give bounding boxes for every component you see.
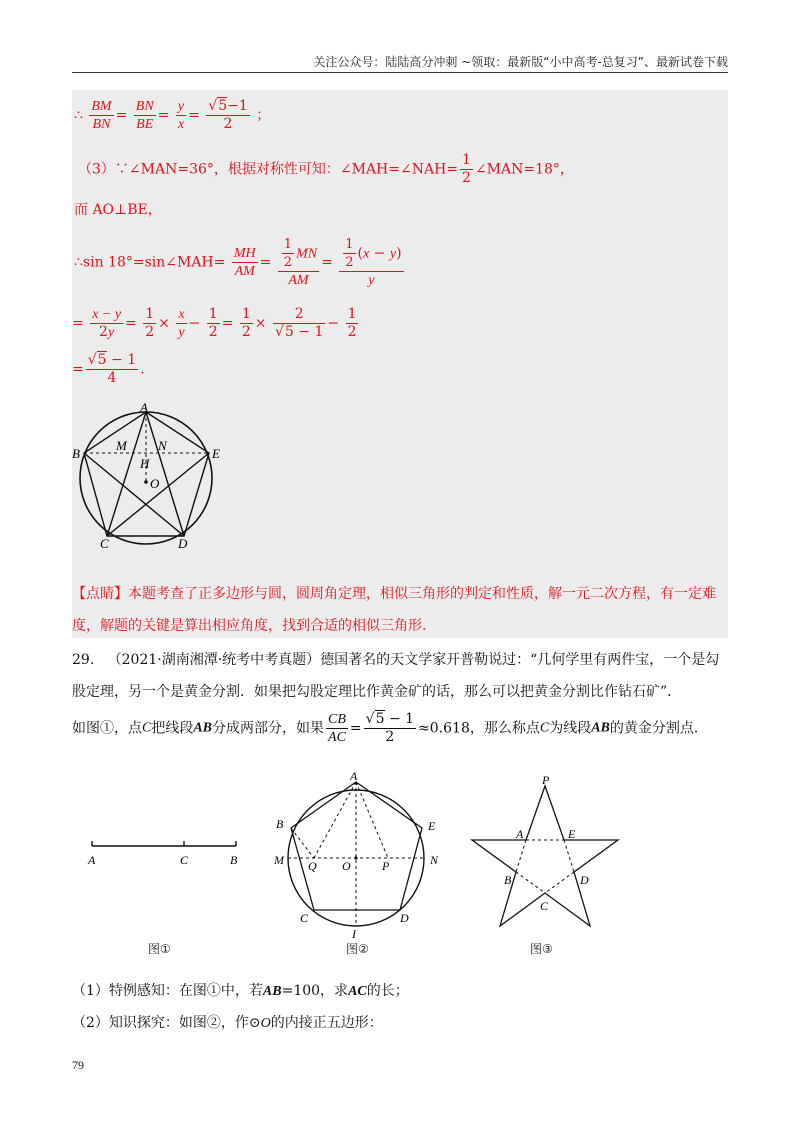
ratio-equation: ∴ $\frac{BM}{BN}$ = $\frac{BN}{BE}$ = $\frac{y}{x}$ = $\frac{√5-1}{2}$ ； bbox=[74, 98, 271, 132]
page-header: 关注公众号：陆陆高分冲刺 ~领取：最新版“小中高考-总复习”、最新试卷下载 bbox=[72, 52, 728, 73]
svg-text:B: B bbox=[72, 446, 80, 461]
svg-text:O: O bbox=[342, 859, 351, 873]
svg-text:B: B bbox=[276, 817, 284, 831]
svg-text:A: A bbox=[88, 853, 96, 867]
svg-text:E: E bbox=[212, 446, 220, 461]
question-1: （1）特例感知：在图①中，若AB=100，求AC的长； bbox=[72, 983, 409, 999]
svg-text:N: N bbox=[430, 853, 439, 867]
part3-line: （3）∵∠MAN=36°，根据对称性可知：∠MAH=∠NAH= $\frac{1}{2}$ ∠MAN=18°， bbox=[78, 152, 574, 186]
svg-text:M: M bbox=[116, 438, 127, 453]
svg-text:N: N bbox=[158, 438, 167, 453]
svg-text:D: D bbox=[580, 873, 589, 887]
svg-text:B: B bbox=[230, 853, 238, 867]
svg-text:B: B bbox=[504, 873, 512, 887]
problem-29: 29. （2021·湖南湘潭·统考中考真题）德国著名的天文学家开普勒说过：“几何学里有两件宝，一个是勾 股定理，另一个是黄金分割．如果把勾股定理比作黄金矿的话，那么可以把黄金分割比作钻石矿”． bbox=[72, 652, 720, 700]
figure-1-label: 图① bbox=[148, 942, 171, 956]
result-equation: = $\frac{√5 - 1}{4}$ . bbox=[72, 352, 145, 386]
svg-text:C: C bbox=[540, 899, 549, 913]
svg-text:A: A bbox=[516, 827, 524, 841]
svg-text:E: E bbox=[568, 827, 576, 841]
svg-text:C: C bbox=[180, 853, 189, 867]
figure-2-label: 图② bbox=[346, 942, 369, 956]
page-number: 79 bbox=[72, 1058, 84, 1072]
svg-text:H: H bbox=[140, 456, 150, 471]
ao-perpendicular-line: 而 AO⊥BE， bbox=[74, 202, 162, 218]
golden-ratio-definition: 如图①，点C把线段AB分成两部分，如果 $\frac{CB}{AC}$ = $\frac{√5 - 1}{2}$ ≈0.618，那么称点C为线段AB的黄金分割点． bbox=[72, 711, 708, 745]
svg-text:P: P bbox=[542, 776, 550, 787]
svg-text:Q: Q bbox=[308, 859, 317, 873]
figure-3-label: 图③ bbox=[530, 942, 553, 956]
svg-text:P: P bbox=[382, 859, 390, 873]
figure-3-star bbox=[470, 776, 620, 932]
simplify-equation: = $\frac{x - y}{2y}$ = $\frac{1}{2}$ × $\frac{x}{y}$ − $\frac{1}{2}$ = $\frac{1}{2}$ × $\frac{2}{√5 - 1}$ − $\frac{1}{2}$ bbox=[72, 306, 357, 340]
svg-text:D: D bbox=[178, 536, 188, 548]
figure-1-segment bbox=[86, 830, 246, 874]
key-point-paragraph: 【点睛】本题考查了正多边形与圆，圆周角定理，相似三角形的判定和性质，解一元二次方程，有一定难 度，解题的关键是算出相应角度，找到合适的相似三角形. bbox=[72, 586, 716, 634]
figure-2-pentagon bbox=[270, 766, 450, 938]
svg-text:A: A bbox=[140, 400, 148, 415]
svg-text:M: M bbox=[274, 853, 284, 867]
svg-text:C: C bbox=[100, 536, 109, 548]
svg-text:D: D bbox=[400, 911, 409, 925]
svg-text:I: I bbox=[352, 927, 356, 938]
pentagon-star-figure bbox=[72, 398, 232, 548]
svg-text:E: E bbox=[428, 819, 436, 833]
sin-equation: ∴sin 18°=sin∠MAH= $\frac{MH}{AM}$ = $\frac{1}{2}$ MN AM = $\frac{1}{2}$ (x − y) y bbox=[74, 237, 402, 288]
question-2: （2）知识探究：如图②，作⊙O的内接正五边形： bbox=[72, 1015, 383, 1031]
svg-text:O: O bbox=[150, 476, 160, 491]
problem-number: 29. bbox=[72, 652, 95, 668]
svg-text:A: A bbox=[350, 769, 358, 783]
svg-text:C: C bbox=[300, 911, 309, 925]
